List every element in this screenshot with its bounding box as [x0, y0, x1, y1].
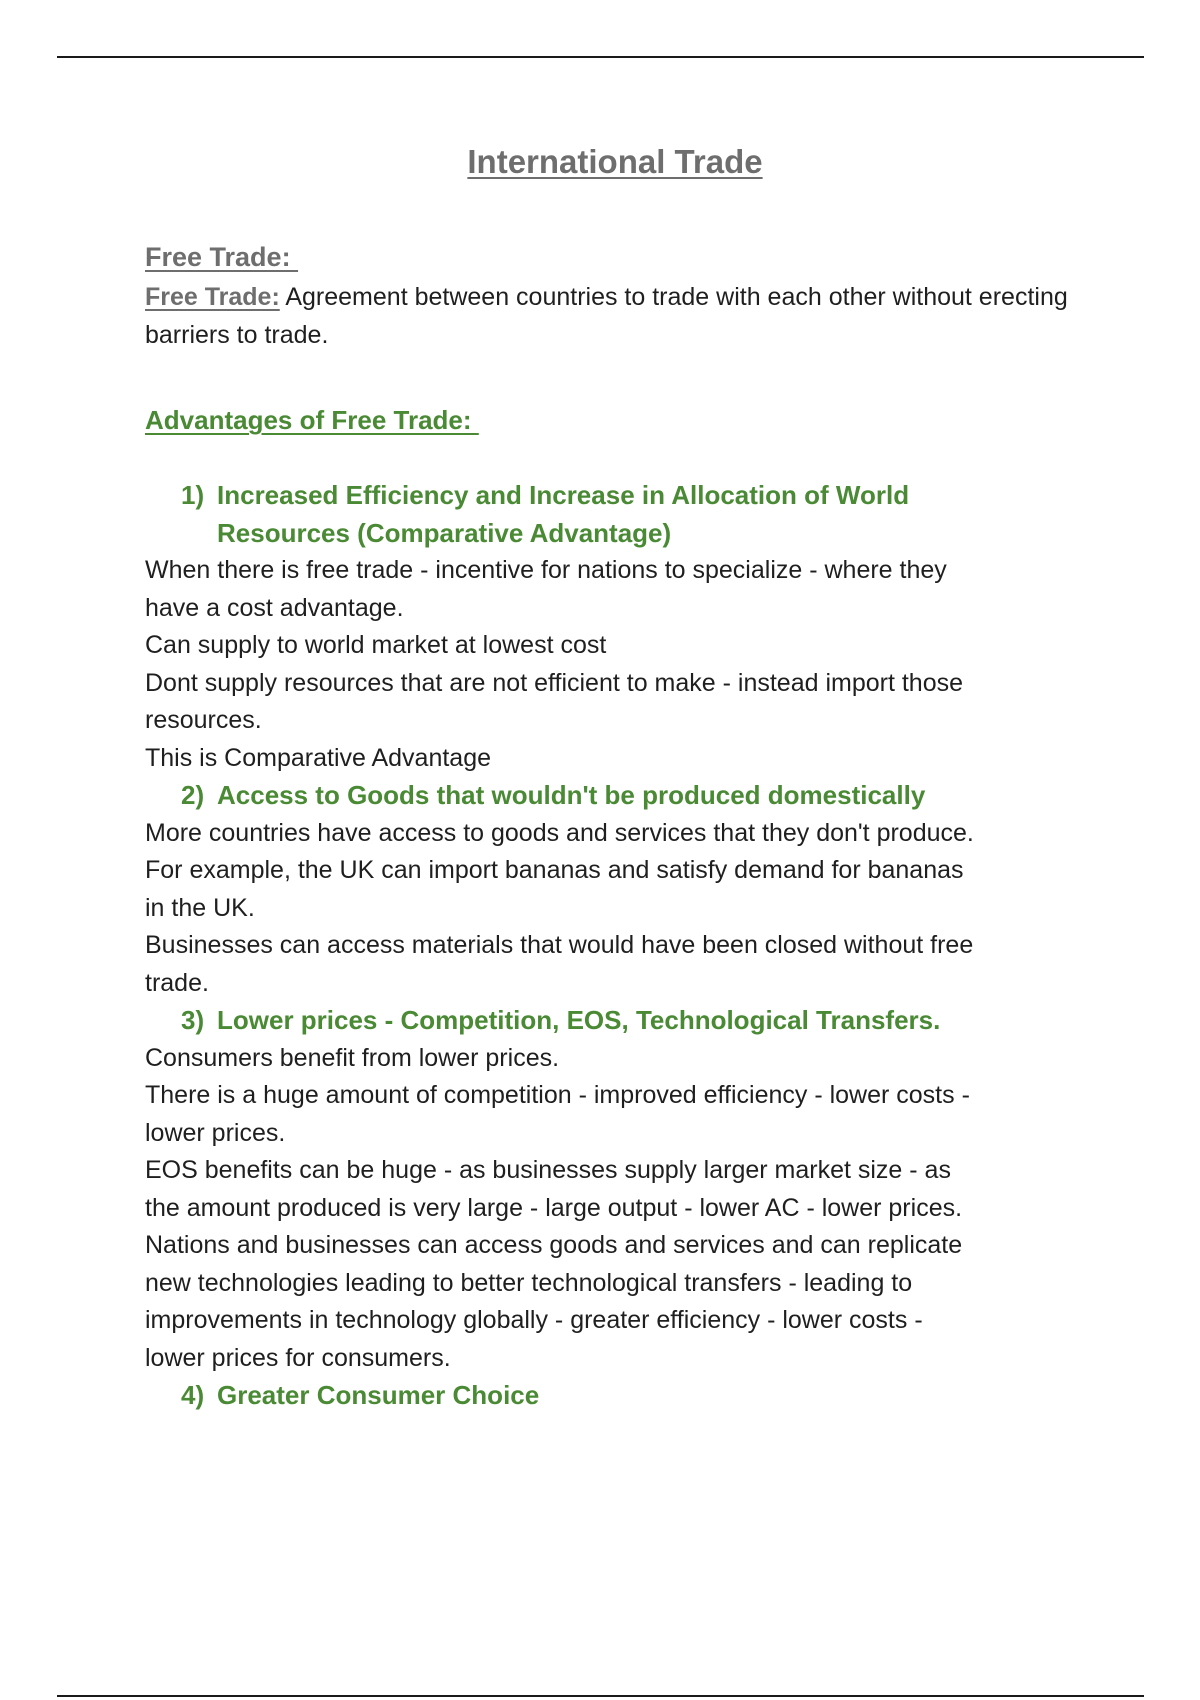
advantage-3-line-5: the amount produced is very large - large output - lower AC - lower prices.	[145, 1193, 963, 1222]
advantage-3-number: 3)	[181, 1005, 205, 1035]
advantage-2-heading	[145, 777, 1095, 815]
advantage-1-line-5: resources.	[145, 706, 262, 734]
advantage-3-line-7: new technologies leading to better technological transfers - leading to	[145, 1268, 913, 1297]
advantage-2-line-1: More countries have access to goods and services that they don't produce.	[145, 818, 974, 847]
advantage-3-line-6: Nations and businesses can access goods and services and can replicate	[145, 1231, 963, 1259]
advantage-3-line-1: Consumers benefit from lower prices.	[145, 1043, 560, 1072]
advantage-1-line-4: Dont supply resources that are not efficient to make - instead import those	[145, 668, 964, 697]
free-trade-heading: Free Trade:	[145, 242, 299, 272]
advantage-3-title: Lower prices - Competition, EOS, Technological Transfers.	[217, 1005, 941, 1035]
document-title: International Trade	[467, 143, 763, 180]
advantage-1-title: Increased Efficiency and Increase in Allocation of World Resources (Comparative Advantage)	[217, 480, 910, 548]
advantage-4-number: 4)	[181, 1380, 205, 1410]
free-trade-definition	[145, 279, 1095, 354]
top-rule	[57, 56, 1144, 58]
advantage-1-line-2: have a cost advantage.	[145, 593, 404, 622]
advantage-4-title: Greater Consumer Choice	[217, 1380, 540, 1410]
advantage-1-line-1: When there is free trade - incentive for nations to specialize - where they	[145, 556, 947, 584]
advantage-1-number: 1)	[181, 480, 205, 510]
advantages-heading: Advantages of Free Trade:	[145, 405, 479, 435]
free-trade-definition-text: Agreement between countries to trade with each other without erecting barriers to trade.	[145, 283, 1068, 349]
advantage-3-line-8: improvements in technology globally - greater efficiency - lower costs -	[145, 1306, 923, 1334]
bottom-rule	[57, 1695, 1144, 1697]
advantage-2-number: 2)	[181, 780, 205, 810]
advantage-2-line-4: Businesses can access materials that would have been closed without free	[145, 931, 974, 959]
advantage-3-line-9: lower prices for consumers.	[145, 1343, 451, 1372]
advantage-2-line-3: in the UK.	[145, 893, 255, 922]
advantage-1-heading	[145, 477, 1095, 552]
advantage-2-line-5: trade.	[145, 968, 209, 997]
advantage-2-title: Access to Goods that wouldn't be produced domestically	[217, 780, 926, 810]
advantage-4-heading	[145, 1377, 1095, 1415]
advantage-3-line-2: There is a huge amount of competition - improved efficiency - lower costs -	[145, 1081, 970, 1109]
advantage-1-line-6: This is Comparative Advantage	[145, 743, 492, 772]
advantage-3-line-4: EOS benefits can be huge - as businesses supply larger market size - as	[145, 1156, 951, 1184]
advantage-1-line-3: Can supply to world market at lowest cost	[145, 631, 607, 659]
advantage-3-heading	[145, 1002, 1095, 1040]
free-trade-term: Free Trade:	[145, 283, 280, 311]
advantage-3-line-3: lower prices.	[145, 1118, 286, 1147]
advantages-list	[145, 477, 1095, 1415]
advantage-2-line-2: For example, the UK can import bananas and satisfy demand for bananas	[145, 856, 964, 884]
